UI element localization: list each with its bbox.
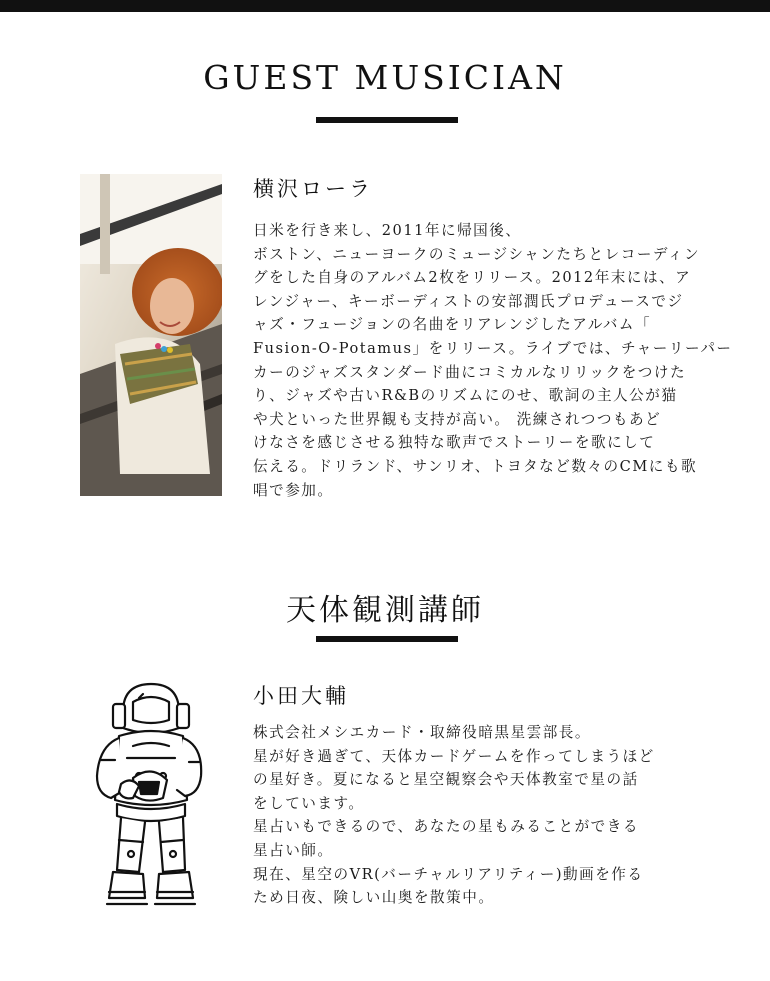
bio-line: ため日夜、険しい山奥を散策中。 (253, 889, 495, 907)
bio-line: 伝える。ドリランド、サンリオ、トヨタなど数々のCMにも歌 (253, 457, 698, 475)
bio-line: 星占いもできるので、あなたの星もみることができる (253, 818, 639, 836)
bio-line: り、ジャズや古いR&Bのリズムにのせ、歌詞の主人公が猫 (253, 387, 678, 405)
bio-line: Fusion-O-Potamus」をリリース。ライブでは、チャーリーパー (253, 339, 733, 357)
bio-line: や犬といった世界観も支持が高い。 洗練されつつもあど (253, 410, 662, 428)
astronaut-illustration (93, 680, 205, 912)
bio-line: 株式会社メシエカード・取締役暗黒星雲部長。 (253, 724, 591, 741)
section-title-guest-musician: GUEST MUSICIAN (203, 58, 567, 97)
bio-line: 現在、星空のVR(バーチャルリアリティー)動画を作る (253, 865, 644, 883)
bio-line: ボストン、ニューヨークのミュージシャンたちとレコーディン (253, 245, 701, 263)
bio-line: レンジャー、キーボーディストの安部潤氏プロデュースでジ (253, 292, 684, 310)
bio-line: 星が好き過ぎて、天体カードゲームを作ってしまうほど (253, 747, 655, 765)
bio-line: 星占い師。 (253, 841, 334, 859)
instructor-name: 小田大輔 (253, 684, 349, 708)
bio-line: の星好き。夏になると星空観察会や天体教室で星の話 (253, 771, 639, 789)
musician-photo (80, 174, 222, 496)
bio-line: カーのジャズスタンダード曲にコミカルなリリックをつけた (253, 363, 687, 381)
instructor-bio (253, 721, 703, 910)
bio-line: をしています。 (253, 794, 365, 812)
musician-bio (253, 219, 733, 502)
bio-line: けなさを感じさせる独特な歌声でストーリーを歌にして (253, 434, 656, 452)
bio-line: 唱で参加。 (253, 481, 334, 499)
title-underline (316, 117, 458, 123)
title-underline (316, 636, 458, 642)
section-title-astronomy-instructor: 天体観測講師 (286, 593, 484, 628)
musician-name: 横沢ローラ (253, 177, 373, 201)
bio-line: ャズ・フュージョンの名曲をリアレンジしたアルバム「 (253, 316, 652, 334)
top-bar (0, 0, 770, 12)
bio-line: 日米を行き来し、2011年に帰国後、 (253, 222, 522, 239)
bio-line: グをした自身のアルバム2枚をリリース。2012年末には、ア (253, 269, 692, 287)
